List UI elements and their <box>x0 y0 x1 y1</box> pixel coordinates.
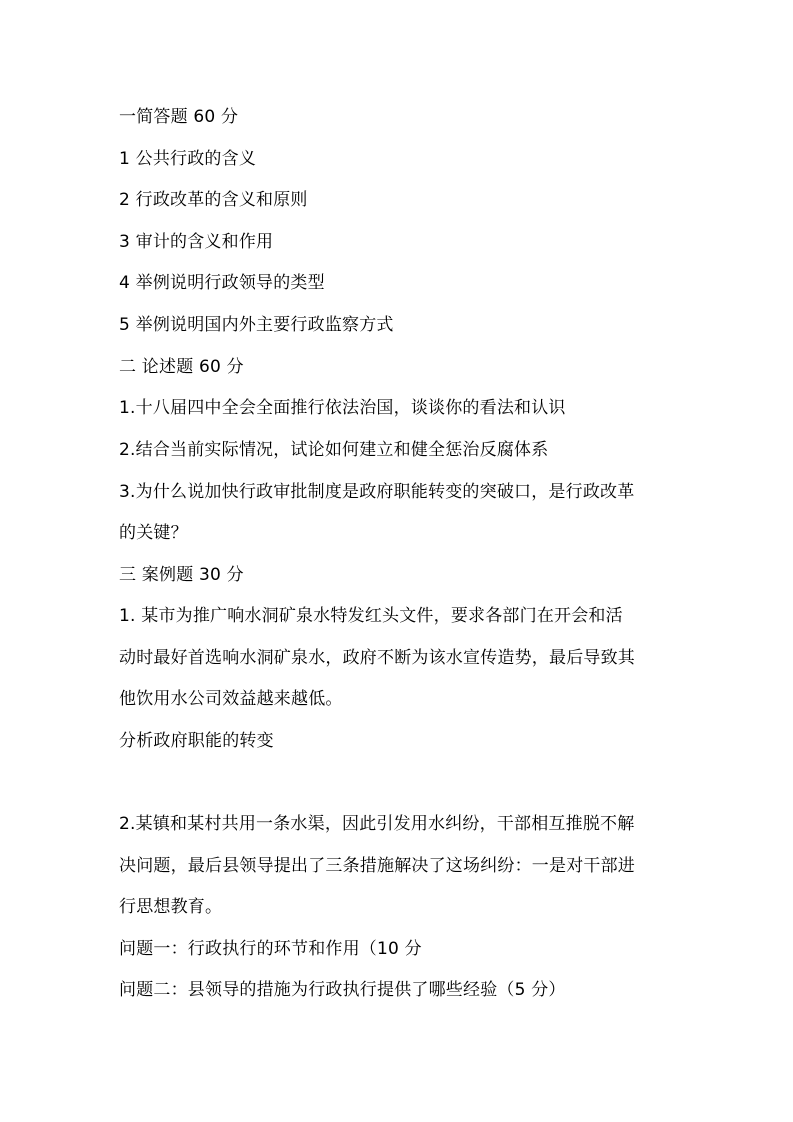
case1-line3: 他饮用水公司效益越来越低。 <box>119 689 343 709</box>
question-item-1: 1 公共行政的含义 <box>119 149 257 169</box>
case2-line2: 决问题，最后县领导提出了三条措施解决了这场纠纷：一是对干部进 <box>119 856 635 876</box>
essay-question-3-line2: 的关键？ <box>119 523 188 543</box>
case2-question1: 问题一：行政执行的环节和作用（10 分 <box>119 939 422 959</box>
case1-question: 分析政府职能的转变 <box>119 731 274 751</box>
case2-line3: 行思想教育。 <box>119 897 223 917</box>
question-item-5: 5 举例说明国内外主要行政监察方式 <box>119 315 394 335</box>
essay-question-3-line1: 3.为什么说加快行政审批制度是政府职能转变的突破口，是行政改革 <box>119 482 635 502</box>
question-item-4: 4 举例说明行政领导的类型 <box>119 273 325 293</box>
case1-line1: 1. 某市为推广响水洞矿泉水特发红头文件，要求各部门在开会和活 <box>119 606 623 626</box>
essay-question-2: 2.结合当前实际情况，试论如何建立和健全惩治反腐体系 <box>119 440 549 460</box>
section2-heading: 二 论述题 60 分 <box>119 357 244 377</box>
section1-heading: 一简答题 60 分 <box>119 107 239 127</box>
case1-line2: 动时最好首选响水洞矿泉水，政府不断为该水宣传造势，最后导致其 <box>119 648 635 668</box>
question-item-3: 3 审计的含义和作用 <box>119 232 274 252</box>
question-item-2: 2 行政改革的含义和原则 <box>119 190 308 210</box>
essay-question-1: 1.十八届四中全会全面推行依法治国，谈谈你的看法和认识 <box>119 398 566 418</box>
case2-question2: 问题二：县领导的措施为行政执行提供了哪些经验（5 分） <box>119 980 566 1000</box>
section3-heading: 三 案例题 30 分 <box>119 565 244 585</box>
case2-line1: 2.某镇和某村共用一条水渠，因此引发用水纠纷，干部相互推脱不解 <box>119 814 635 834</box>
